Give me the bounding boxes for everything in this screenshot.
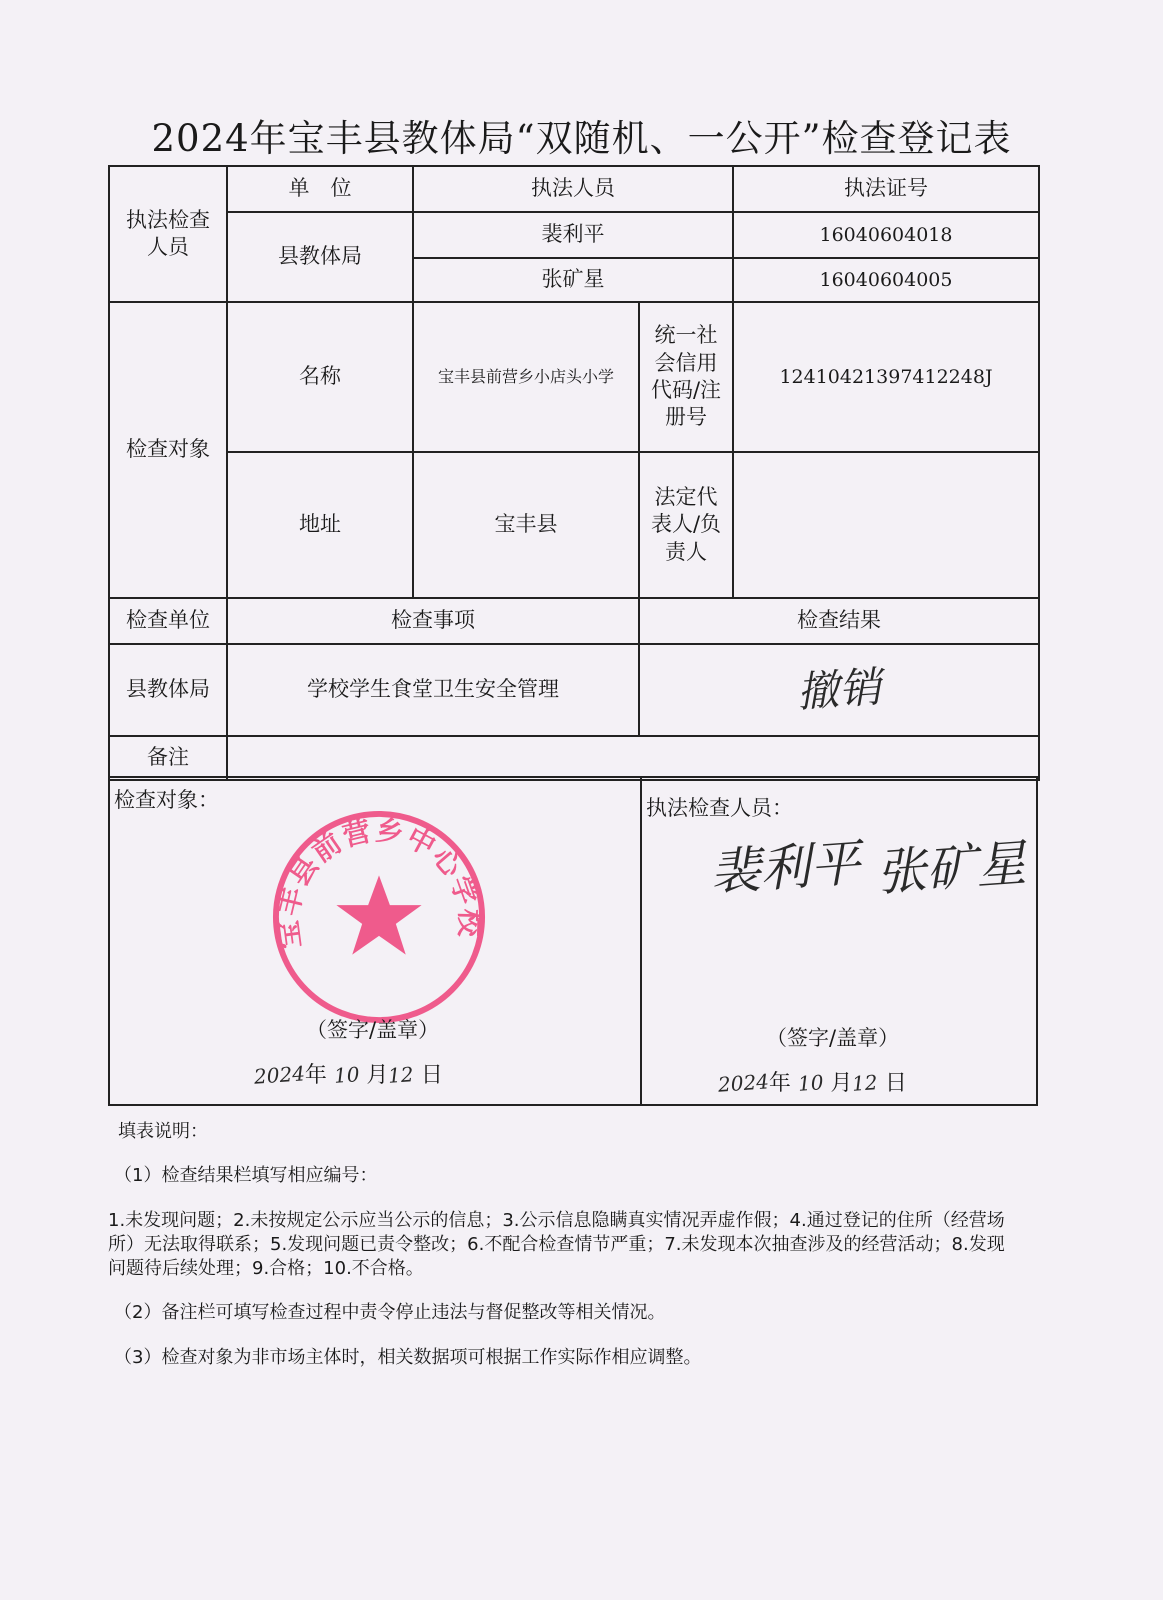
target-credit-label: 统一社会信用代码/注册号	[639, 302, 733, 452]
right-date-month-unit: 月	[830, 1071, 853, 1096]
left-date-year-unit: 年	[304, 1063, 327, 1088]
inspector-unit: 县教体局	[227, 212, 413, 302]
official-seal	[270, 808, 488, 1026]
officer-cert-2: 16040604005	[733, 258, 1039, 302]
left-date-month: 10	[333, 1062, 361, 1088]
col-unit-header: 单 位	[227, 166, 413, 212]
note-2: （2）备注栏可填写检查过程中责令停止违法与督促整改等相关情况。	[114, 1302, 666, 1324]
inspection-item-value: 学校学生食堂卫生安全管理	[227, 644, 639, 736]
left-sign-hint: （签字/盖章）	[306, 1018, 440, 1042]
right-date-month: 10	[797, 1070, 825, 1096]
target-credit-value: 12410421397412248J	[733, 302, 1039, 452]
inspection-result-label: 检查结果	[639, 598, 1039, 644]
left-date-day: 12	[387, 1062, 415, 1088]
notes-heading: 填表说明：	[118, 1121, 208, 1142]
target-address-label: 地址	[227, 452, 413, 598]
signature-section	[108, 776, 1038, 1106]
note-3: （3）检查对象为非市场主体时，相关数据项可根据工作实际作相应调整。	[114, 1346, 702, 1368]
target-legal-value	[733, 452, 1039, 598]
result-handwriting: 撤销	[795, 661, 883, 717]
inspection-form-table	[108, 165, 1040, 781]
seal-text: 宝丰县前营乡中心学校	[270, 813, 487, 951]
remark-value	[227, 736, 1039, 780]
target-address-value: 宝丰县	[413, 452, 639, 598]
signature-name-2: 张矿星	[874, 833, 1029, 903]
officer-cert-1: 16040604018	[733, 212, 1039, 258]
form-instructions	[108, 1120, 1018, 1390]
inspection-unit-label: 检查单位	[109, 598, 227, 644]
inspection-unit-value: 县教体局	[109, 644, 227, 736]
target-legal-label: 法定代表人/负责人	[639, 452, 733, 598]
right-sign-hint: （签字/盖章）	[766, 1026, 900, 1050]
left-date-day-unit: 日	[420, 1063, 443, 1088]
target-row-header: 检查对象	[109, 302, 227, 598]
remark-label: 备注	[109, 736, 227, 780]
right-date-year-unit: 年	[768, 1071, 791, 1096]
right-date-day: 12	[851, 1070, 879, 1096]
inspectors-row-header: 执法检查人员	[109, 166, 227, 302]
right-date-day-unit: 日	[884, 1071, 907, 1096]
inspection-result-value	[639, 644, 1039, 736]
col-cert-header: 执法证号	[733, 166, 1039, 212]
signature-name-1: 裴利平	[708, 833, 863, 903]
left-sign-label: 检查对象：	[114, 788, 219, 812]
right-sign-date	[718, 1066, 907, 1097]
inspection-item-label: 检查事项	[227, 598, 639, 644]
target-name-label: 名称	[227, 302, 413, 452]
officer-name-2: 张矿星	[413, 258, 733, 302]
right-date-year: 2024	[717, 1069, 770, 1097]
page-title: 2024年宝丰县教体局“双随机、一公开”检查登记表	[151, 117, 1012, 160]
left-date-year: 2024	[253, 1061, 306, 1089]
signature-divider	[640, 778, 642, 1104]
inspector-signatures	[708, 828, 1029, 906]
left-date-month-unit: 月	[366, 1063, 389, 1088]
officer-name-1: 裴利平	[413, 212, 733, 258]
note-1-detail: 1.未发现问题；2.未按规定公示应当公示的信息；3.公示信息隐瞒真实情况弄虚作假；4.通过登记的住所（经营场所）无法取得联系；5.发现问题已责令整改；6.不配合检查情节严重；7.未发现本次抽查涉及的经营活动；8.发现问题待后续处理；9.合格；10.不合格。	[108, 1209, 1005, 1280]
target-name-value: 宝丰县前营乡小店头小学	[413, 302, 639, 452]
left-sign-date	[254, 1058, 443, 1089]
note-1: （1）检查结果栏填写相应编号：	[114, 1165, 378, 1187]
col-officer-header: 执法人员	[413, 166, 733, 212]
right-sign-label: 执法检查人员：	[646, 796, 793, 820]
